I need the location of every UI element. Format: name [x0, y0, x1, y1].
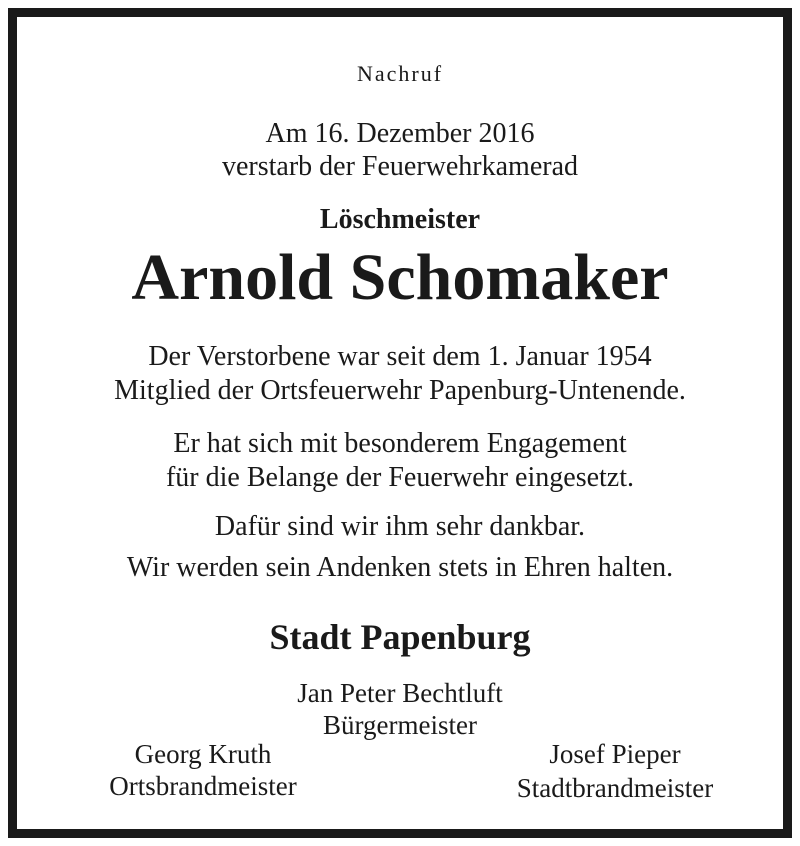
local-fire-chief-name: Georg Kruth — [134, 739, 272, 769]
body-line: Er hat sich mit besonderem Engagement — [173, 428, 627, 459]
body-line: Der Verstorbene war seit dem 1. Januar 1954 — [148, 341, 652, 372]
obituary-notice — [8, 8, 792, 838]
deceased-name: Arnold Schomaker — [131, 241, 669, 314]
body-line: Mitglied der Ortsfeuerwehr Papenburg-Untenende. — [114, 375, 686, 406]
organization-name: Stadt Papenburg — [269, 617, 531, 657]
death-date-line: Am 16. Dezember 2016 — [265, 118, 535, 149]
notice-heading: Nachruf — [356, 61, 444, 86]
body-line: für die Belange der Feuerwehr eingesetzt. — [165, 462, 634, 493]
body-line: Wir werden sein Andenken stets in Ehren halten. — [126, 552, 674, 583]
local-fire-chief-title: Ortsbrandmeister — [109, 771, 297, 801]
body-line: Dafür sind wir ihm sehr dankbar. — [214, 511, 586, 542]
deceased-rank: Löschmeister — [319, 204, 481, 235]
mayor-title: Bürgermeister — [323, 710, 477, 740]
city-fire-chief-title: Stadtbrandmeister — [516, 773, 714, 803]
intro-line: verstarb der Feuerwehrkamerad — [221, 151, 579, 182]
mayor-name: Jan Peter Bechtluft — [297, 678, 503, 708]
city-fire-chief-name: Josef Pieper — [549, 739, 681, 769]
